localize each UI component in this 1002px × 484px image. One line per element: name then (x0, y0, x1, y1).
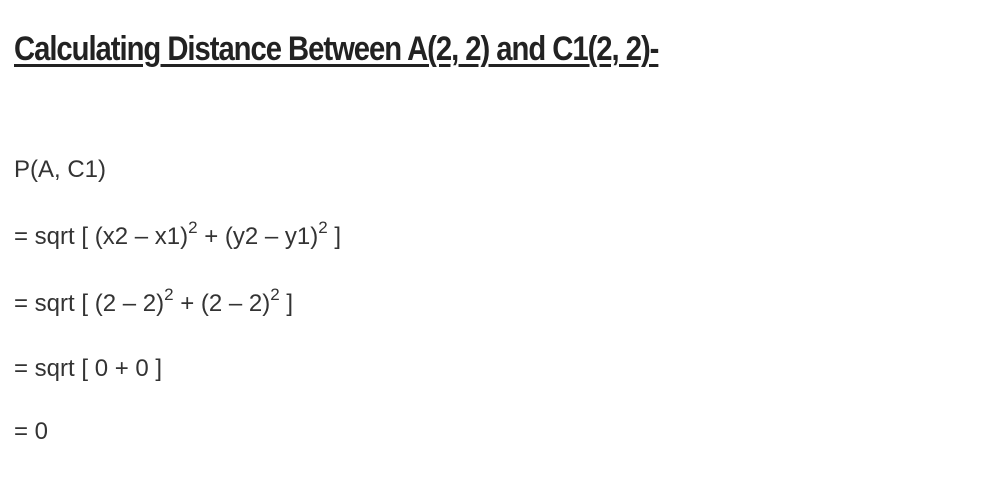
formula-part: ] (279, 290, 294, 317)
formula-part: = sqrt [ (2 – 2) (14, 290, 165, 317)
exponent: 2 (164, 285, 174, 304)
formula-part: = sqrt [ (x2 – x1) (14, 223, 189, 250)
step-substitution (14, 285, 294, 319)
page-title: Calculating Distance Between A(2, 2) and C1(2, 2)- (14, 30, 659, 68)
formula-part: ] (327, 223, 342, 250)
exponent: 2 (318, 218, 328, 237)
step-formula (14, 218, 342, 252)
formula-part: + (y2 – y1) (197, 223, 319, 250)
formula-part: + (2 – 2) (173, 290, 271, 317)
step-simplify: = sqrt [ 0 + 0 ] (14, 355, 163, 382)
step-result: = 0 (14, 418, 49, 445)
exponent: 2 (270, 285, 280, 304)
step-label: P(A, C1) (14, 156, 107, 183)
exponent: 2 (188, 218, 198, 237)
